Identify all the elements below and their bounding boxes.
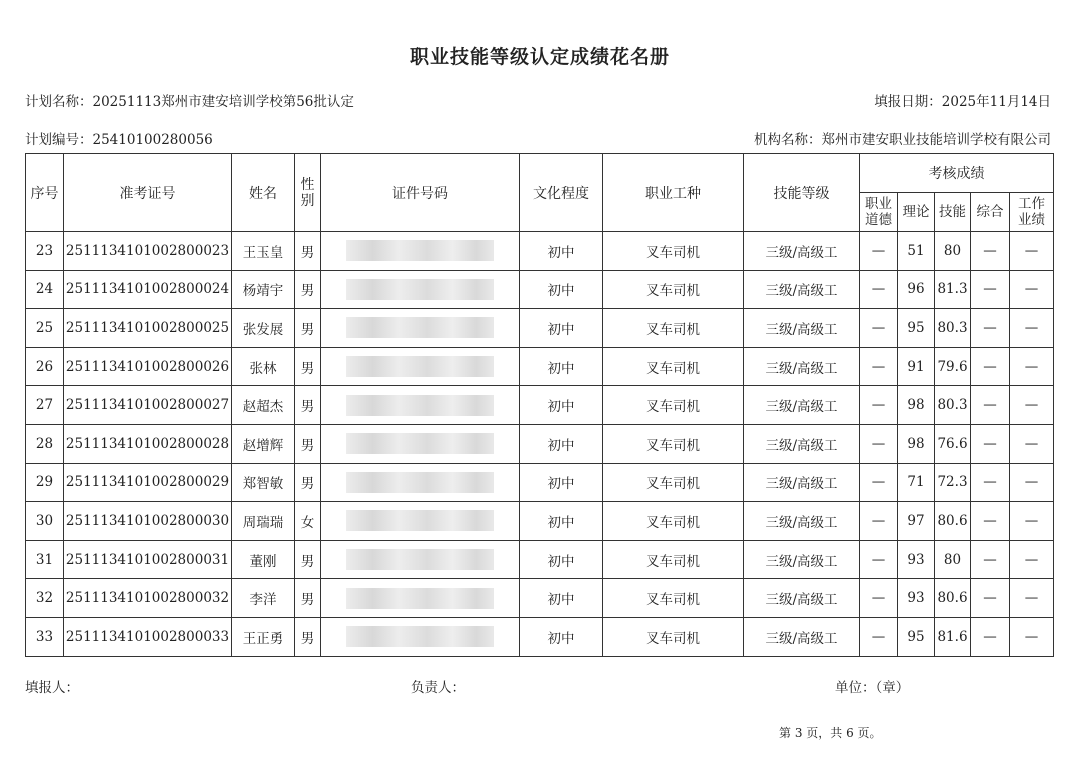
cell-skill: 72.3 — [935, 463, 971, 502]
redacted-id-blur — [346, 317, 494, 338]
unit-seal-label: 单位：（章） — [835, 680, 910, 696]
cell-overall: — — [971, 579, 1010, 618]
cell-seq: 29 — [26, 463, 64, 502]
cell-ethics: — — [860, 463, 898, 502]
cell-seq: 31 — [26, 540, 64, 579]
cell-name: 王玉皇 — [232, 232, 295, 271]
cell-seq: 27 — [26, 386, 64, 425]
cell-education: 初中 — [520, 347, 603, 386]
cell-ticket: 2511134101002800029 — [64, 463, 232, 502]
cell-name: 杨靖宇 — [232, 270, 295, 309]
cell-sex: 男 — [295, 386, 321, 425]
cell-ticket: 2511134101002800025 — [64, 309, 232, 348]
redacted-id-blur — [346, 472, 494, 493]
cell-skill: 80.3 — [935, 386, 971, 425]
redacted-id-blur — [346, 626, 494, 647]
table-row — [26, 463, 1054, 502]
cell-seq: 25 — [26, 309, 64, 348]
cell-seq: 28 — [26, 424, 64, 463]
cell-education: 初中 — [520, 463, 603, 502]
col-header-name: 姓名 — [232, 154, 295, 232]
cell-occupation: 叉车司机 — [603, 270, 744, 309]
cell-ethics: — — [860, 347, 898, 386]
cell-skill: 81.3 — [935, 270, 971, 309]
redacted-id-blur — [346, 433, 494, 454]
cell-ethics: — — [860, 617, 898, 656]
cell-id — [321, 463, 520, 502]
table-row — [26, 540, 1054, 579]
cell-ethics: — — [860, 309, 898, 348]
page-title: 职业技能等级认定成绩花名册 — [409, 46, 670, 68]
cell-ethics: — — [860, 270, 898, 309]
header-row — [26, 154, 1054, 193]
plan-name: 计划名称：20251113郑州市建安培训学校第56批认定 — [25, 94, 354, 110]
cell-ethics: — — [860, 424, 898, 463]
cell-overall: — — [971, 617, 1010, 656]
cell-overall: — — [971, 309, 1010, 348]
cell-sex: 男 — [295, 270, 321, 309]
cell-skill-level: 三级/高级工 — [744, 309, 860, 348]
cell-overall: — — [971, 463, 1010, 502]
cell-sex: 男 — [295, 540, 321, 579]
cell-occupation: 叉车司机 — [603, 579, 744, 618]
cell-sex: 男 — [295, 347, 321, 386]
cell-overall: — — [971, 347, 1010, 386]
cell-seq: 32 — [26, 579, 64, 618]
cell-seq: 24 — [26, 270, 64, 309]
cell-skill: 80.6 — [935, 579, 971, 618]
cell-seq: 33 — [26, 617, 64, 656]
cell-name: 周瑞瑞 — [232, 502, 295, 541]
col-header-seq: 序号 — [26, 154, 64, 232]
cell-work: — — [1010, 617, 1054, 656]
table-row — [26, 502, 1054, 541]
cell-ethics: — — [860, 540, 898, 579]
cell-sex: 男 — [295, 463, 321, 502]
cell-sex: 男 — [295, 424, 321, 463]
table-row — [26, 424, 1054, 463]
cell-occupation: 叉车司机 — [603, 232, 744, 271]
table-row — [26, 617, 1054, 656]
cell-ethics: — — [860, 502, 898, 541]
cell-name: 张发展 — [232, 309, 295, 348]
score-roster-table — [25, 153, 1054, 657]
cell-education: 初中 — [520, 386, 603, 425]
cell-overall: — — [971, 270, 1010, 309]
cell-education: 初中 — [520, 424, 603, 463]
cell-name: 赵增辉 — [232, 424, 295, 463]
cell-skill-level: 三级/高级工 — [744, 579, 860, 618]
cell-name: 李洋 — [232, 579, 295, 618]
fill-date: 填报日期：2025年11月14日 — [874, 94, 1051, 110]
redacted-id-blur — [346, 395, 494, 416]
cell-ticket: 2511134101002800031 — [64, 540, 232, 579]
col-header-education: 文化程度 — [520, 154, 603, 232]
col-header-skill-level: 技能等级 — [744, 154, 860, 232]
cell-sex: 男 — [295, 617, 321, 656]
cell-work: — — [1010, 270, 1054, 309]
cell-education: 初中 — [520, 270, 603, 309]
col-header-ticket: 准考证号 — [64, 154, 232, 232]
cell-seq: 23 — [26, 232, 64, 271]
cell-theory: 71 — [898, 463, 935, 502]
cell-ticket: 2511134101002800026 — [64, 347, 232, 386]
redacted-id-blur — [346, 510, 494, 531]
cell-ticket: 2511134101002800033 — [64, 617, 232, 656]
plan-number: 计划编号：25410100280056 — [25, 132, 213, 148]
cell-ethics: — — [860, 386, 898, 425]
cell-id — [321, 540, 520, 579]
cell-occupation: 叉车司机 — [603, 347, 744, 386]
redacted-id-blur — [346, 279, 494, 300]
cell-ethics: — — [860, 232, 898, 271]
cell-ticket: 2511134101002800024 — [64, 270, 232, 309]
col-header-occupation: 职业工种 — [603, 154, 744, 232]
cell-ethics: — — [860, 579, 898, 618]
col-header-work-performance — [1010, 193, 1054, 232]
cell-skill: 81.6 — [935, 617, 971, 656]
col-header-id: 证件号码 — [321, 154, 520, 232]
cell-id — [321, 386, 520, 425]
cell-skill-level: 三级/高级工 — [744, 270, 860, 309]
cell-occupation: 叉车司机 — [603, 502, 744, 541]
cell-skill-level: 三级/高级工 — [744, 424, 860, 463]
table-row — [26, 347, 1054, 386]
cell-sex: 女 — [295, 502, 321, 541]
col-header-work-label: 工作业绩 — [1018, 196, 1046, 228]
cell-theory: 95 — [898, 309, 935, 348]
cell-theory: 93 — [898, 540, 935, 579]
cell-skill-level: 三级/高级工 — [744, 617, 860, 656]
cell-occupation: 叉车司机 — [603, 463, 744, 502]
col-header-ethics-label: 职业道德 — [865, 196, 892, 228]
cell-ticket: 2511134101002800023 — [64, 232, 232, 271]
table-row — [26, 232, 1054, 271]
cell-id — [321, 502, 520, 541]
cell-education: 初中 — [520, 540, 603, 579]
cell-occupation: 叉车司机 — [603, 309, 744, 348]
redacted-id-blur — [346, 549, 494, 570]
cell-ticket: 2511134101002800027 — [64, 386, 232, 425]
cell-theory: 98 — [898, 424, 935, 463]
cell-overall: — — [971, 502, 1010, 541]
redacted-id-blur — [346, 240, 494, 261]
cell-seq: 30 — [26, 502, 64, 541]
cell-theory: 51 — [898, 232, 935, 271]
cell-work: — — [1010, 579, 1054, 618]
cell-overall: — — [971, 232, 1010, 271]
cell-education: 初中 — [520, 232, 603, 271]
cell-name: 郑智敏 — [232, 463, 295, 502]
col-header-theory: 理论 — [898, 193, 935, 232]
cell-skill: 79.6 — [935, 347, 971, 386]
cell-skill-level: 三级/高级工 — [744, 463, 860, 502]
cell-skill: 80 — [935, 540, 971, 579]
cell-skill: 80.3 — [935, 309, 971, 348]
cell-skill-level: 三级/高级工 — [744, 502, 860, 541]
cell-overall: — — [971, 540, 1010, 579]
cell-id — [321, 270, 520, 309]
organization-name: 机构名称：郑州市建安职业技能培训学校有限公司 — [754, 132, 1051, 148]
cell-theory: 96 — [898, 270, 935, 309]
cell-work: — — [1010, 502, 1054, 541]
cell-work: — — [1010, 347, 1054, 386]
cell-overall: — — [971, 386, 1010, 425]
cell-ticket: 2511134101002800032 — [64, 579, 232, 618]
table-row — [26, 270, 1054, 309]
cell-occupation: 叉车司机 — [603, 424, 744, 463]
cell-skill-level: 三级/高级工 — [744, 232, 860, 271]
cell-id — [321, 347, 520, 386]
col-header-sex — [295, 154, 321, 232]
cell-name: 张林 — [232, 347, 295, 386]
col-header-skill: 技能 — [935, 193, 971, 232]
table-row — [26, 579, 1054, 618]
cell-skill: 76.6 — [935, 424, 971, 463]
cell-work: — — [1010, 386, 1054, 425]
cell-occupation: 叉车司机 — [603, 540, 744, 579]
col-header-sex-label: 性别 — [300, 176, 315, 209]
cell-sex: 男 — [295, 232, 321, 271]
col-header-overall: 综合 — [971, 193, 1010, 232]
cell-theory: 95 — [898, 617, 935, 656]
cell-skill-level: 三级/高级工 — [744, 386, 860, 425]
cell-sex: 男 — [295, 579, 321, 618]
cell-work: — — [1010, 232, 1054, 271]
cell-id — [321, 424, 520, 463]
cell-occupation: 叉车司机 — [603, 386, 744, 425]
cell-id — [321, 309, 520, 348]
cell-id — [321, 579, 520, 618]
cell-id — [321, 232, 520, 271]
cell-name: 赵超杰 — [232, 386, 295, 425]
cell-theory: 97 — [898, 502, 935, 541]
page-number: 第 3 页，共 6 页。 — [779, 726, 882, 740]
cell-skill: 80.6 — [935, 502, 971, 541]
col-header-assessment-scores: 考核成绩 — [860, 154, 1054, 193]
cell-work: — — [1010, 540, 1054, 579]
cell-education: 初中 — [520, 617, 603, 656]
filler-signature-label: 填报人： — [25, 680, 79, 696]
cell-sex: 男 — [295, 309, 321, 348]
cell-overall: — — [971, 424, 1010, 463]
cell-seq: 26 — [26, 347, 64, 386]
redacted-id-blur — [346, 588, 494, 609]
cell-work: — — [1010, 309, 1054, 348]
cell-ticket: 2511134101002800028 — [64, 424, 232, 463]
table-row — [26, 309, 1054, 348]
cell-education: 初中 — [520, 502, 603, 541]
table-row — [26, 386, 1054, 425]
cell-ticket: 2511134101002800030 — [64, 502, 232, 541]
col-header-ethics — [860, 193, 898, 232]
cell-theory: 93 — [898, 579, 935, 618]
cell-education: 初中 — [520, 309, 603, 348]
cell-education: 初中 — [520, 579, 603, 618]
cell-work: — — [1010, 463, 1054, 502]
cell-work: — — [1010, 424, 1054, 463]
cell-id — [321, 617, 520, 656]
responsible-person-label: 负责人： — [411, 680, 465, 696]
cell-theory: 98 — [898, 386, 935, 425]
cell-name: 王正勇 — [232, 617, 295, 656]
cell-name: 董刚 — [232, 540, 295, 579]
cell-skill-level: 三级/高级工 — [744, 540, 860, 579]
cell-occupation: 叉车司机 — [603, 617, 744, 656]
cell-skill: 80 — [935, 232, 971, 271]
redacted-id-blur — [346, 356, 494, 377]
cell-theory: 91 — [898, 347, 935, 386]
cell-skill-level: 三级/高级工 — [744, 347, 860, 386]
